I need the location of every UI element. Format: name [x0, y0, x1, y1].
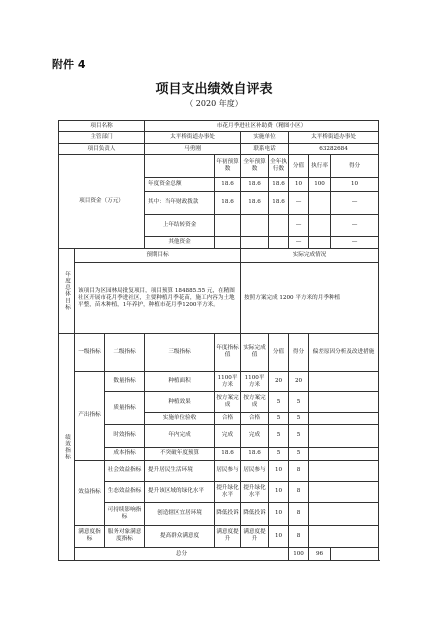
indicator-get: 8 — [289, 525, 309, 548]
funds-full — [241, 237, 269, 248]
funds-initial: 18.6 — [215, 191, 241, 214]
indicator-score: 10 — [269, 525, 289, 548]
funds-row-label: 其他资金 — [145, 237, 215, 248]
indicator-target: 1100平方米 — [215, 371, 241, 392]
funds-col-score: 分值 — [289, 155, 309, 178]
indicator-actual: 居民参与 — [241, 461, 269, 482]
indicator-score: 5 — [269, 424, 289, 447]
indicator-score: 5 — [269, 447, 289, 461]
satisfaction-indicator-label: 满意度指标 — [75, 525, 105, 548]
leader-label: 项目负责人 — [59, 143, 145, 154]
indicator-get: 5 — [289, 392, 309, 413]
funds-get: — — [331, 214, 379, 237]
indicator-l2: 质量指标 — [105, 392, 145, 424]
funds-rate — [309, 191, 331, 214]
indicator-actual: 完成 — [241, 424, 269, 447]
indicator-target: 居民参与 — [215, 461, 241, 482]
total-score: 100 — [289, 548, 309, 561]
phone-label: 联系电话 — [241, 143, 289, 154]
funds-full: 18.6 — [241, 191, 269, 214]
funds-score: — — [289, 191, 309, 214]
indicator-l2: 时效指标 — [105, 424, 145, 447]
funds-col-exec: 全年执行数 — [269, 155, 289, 178]
indicator-l2: 成本指标 — [105, 447, 145, 461]
goal-section-label: 年度总体目标 — [59, 248, 75, 333]
funds-col-initial: 年初预算数 — [215, 155, 241, 178]
indicator-l3: 提升该区域的绿化水平 — [145, 481, 215, 502]
funds-exec: 18.6 — [269, 178, 289, 192]
indicator-actual: 降低投诉 — [241, 502, 269, 525]
indicator-l2: 服务对象满意度指标 — [105, 525, 145, 548]
funds-get: — — [331, 191, 379, 214]
indicator-score: 5 — [269, 392, 289, 413]
funds-exec — [269, 214, 289, 237]
funds-initial — [215, 237, 241, 248]
indicator-l3: 创造辖区宜居环境 — [145, 502, 215, 525]
indicator-l2: 数量指标 — [105, 371, 145, 392]
indicator-get: 5 — [289, 447, 309, 461]
benefit-indicator-label: 效益指标 — [75, 461, 105, 525]
perf-col-score: 分值 — [269, 334, 289, 371]
goal-actual-text: 按照方案完成 1200 平方米的月季种植 — [241, 263, 379, 334]
indicator-get: 20 — [289, 371, 309, 392]
indicator-l2: 社会效益指标 — [105, 461, 145, 482]
indicator-score: 10 — [269, 502, 289, 525]
indicator-get: 8 — [289, 481, 309, 502]
attachment-label: 附件 4 — [52, 58, 86, 71]
indicator-actual: 满意度提升 — [241, 525, 269, 548]
indicator-get: 5 — [289, 424, 309, 447]
indicator-actual: 18.6 — [241, 447, 269, 461]
perf-col-l2: 二级指标 — [105, 334, 145, 371]
indicator-target: 完成 — [215, 424, 241, 447]
funds-score: 10 — [289, 178, 309, 192]
indicator-l3: 实施单位验收 — [145, 413, 215, 424]
funds-score: — — [289, 237, 309, 248]
phone-value: 63282684 — [289, 143, 379, 154]
funds-col-rate: 执行率 — [309, 155, 331, 178]
indicator-target: 提升绿化水平 — [215, 481, 241, 502]
indicator-actual: 1100平方米 — [241, 371, 269, 392]
funds-exec: 18.6 — [269, 191, 289, 214]
perf-col-reason: 偏差原因分析及改进措施 — [309, 334, 379, 371]
funds-score: — — [289, 214, 309, 237]
perf-col-target: 年度指标值 — [215, 334, 241, 371]
total-label: 总分 — [75, 548, 289, 561]
indicator-get: 8 — [289, 502, 309, 525]
funds-exec — [269, 237, 289, 248]
impl-value: 太平桥街道办事处 — [289, 132, 379, 143]
indicator-target: 合格 — [215, 413, 241, 424]
indicator-actual: 按方案完成 — [241, 392, 269, 413]
impl-label: 实施单位 — [241, 132, 289, 143]
indicator-score: 10 — [269, 481, 289, 502]
funds-rate — [309, 237, 331, 248]
funds-row-label: 上年结转资金 — [145, 214, 215, 237]
goal-actual-label: 实际完成情况 — [241, 248, 379, 263]
indicator-l3: 提高群众满意度 — [145, 525, 215, 548]
funds-full: 18.6 — [241, 178, 269, 192]
funds-col-full: 全年预算数 — [241, 155, 269, 178]
perf-col-get: 得分 — [289, 334, 309, 371]
perf-col-l3: 三级指标 — [145, 334, 215, 371]
funds-get: — — [331, 237, 379, 248]
funds-initial — [215, 214, 241, 237]
funds-full — [241, 214, 269, 237]
goal-expected-text: 该项目为区园林局批复项目，项目预算 184885.55 元，在精图社区开展市花月季进社区，主要种植月季花苗，施工内容为土地平整，苗木种植，1年养护，种植市花月季1200平方米。 — [75, 263, 241, 334]
indicator-score: 20 — [269, 371, 289, 392]
dept-value: 太平桥街道办事处 — [145, 132, 241, 143]
year-label: （ 2020 年度） — [185, 99, 243, 108]
indicator-get: 8 — [289, 461, 309, 482]
funds-get: 10 — [331, 178, 379, 192]
perf-section-label: 绩效指标 — [59, 334, 75, 561]
indicator-target: 满意度提升 — [215, 525, 241, 548]
indicator-l3: 种植效果 — [145, 392, 215, 413]
output-indicator-label: 产出指标 — [75, 371, 105, 460]
dept-label: 主管部门 — [59, 132, 145, 143]
perf-col-actual: 实际完成值 — [241, 334, 269, 371]
indicator-l3: 年内完成 — [145, 424, 215, 447]
page-title: 项目支出绩效自评表 — [155, 82, 273, 97]
funds-section-label: 项目资金（万元） — [59, 155, 145, 249]
indicator-l3: 提升居民生活环境 — [145, 461, 215, 482]
funds-rate: 100 — [309, 178, 331, 192]
evaluation-table — [58, 120, 379, 561]
indicator-l3: 种植面积 — [145, 371, 215, 392]
indicator-l2: 生态效益指标 — [105, 481, 145, 502]
indicator-actual: 提升绿化水平 — [241, 481, 269, 502]
indicator-actual: 合格 — [241, 413, 269, 424]
indicator-target: 降低投诉 — [215, 502, 241, 525]
indicator-l3: 不突破年度预算 — [145, 447, 215, 461]
funds-initial: 18.6 — [215, 178, 241, 192]
project-name-value: 市花月季进社区补助费（精图小区） — [145, 121, 379, 132]
funds-col-get: 得分 — [331, 155, 379, 178]
project-name-label: 项目名称 — [59, 121, 145, 132]
goal-expected-label: 预期目标 — [75, 248, 241, 263]
indicator-get: 5 — [289, 413, 309, 424]
funds-row-label: 其中：当年财政拨款 — [145, 191, 215, 214]
indicator-score: 10 — [269, 461, 289, 482]
indicator-target: 18.6 — [215, 447, 241, 461]
funds-rate — [309, 214, 331, 237]
total-get: 96 — [309, 548, 331, 561]
indicator-score: 5 — [269, 413, 289, 424]
perf-col-l1: 一级指标 — [75, 334, 105, 371]
funds-row-label: 年度资金总额 — [145, 178, 215, 192]
indicator-l2: 可持续影响指标 — [105, 502, 145, 525]
indicator-target: 按方案完成 — [215, 392, 241, 413]
leader-value: 马勇刚 — [145, 143, 241, 154]
